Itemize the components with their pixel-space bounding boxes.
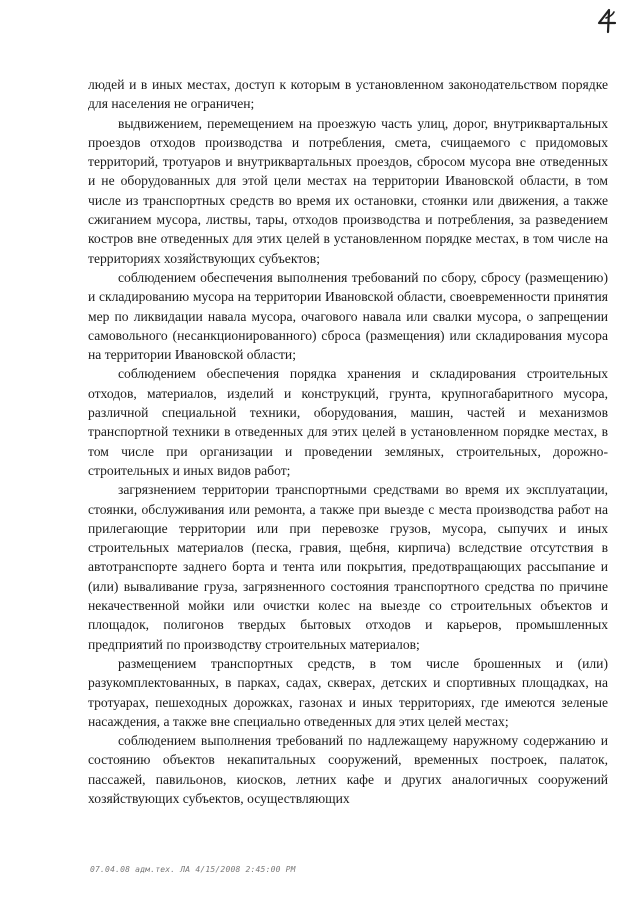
document-footer: 07.04.08 адм.тех. ЛА 4/15/2008 2:45:00 PM xyxy=(90,865,296,874)
paragraph-3: соблюдением обеспечения выполнения требований по сбору, сбросу (размещению) и складированию мусора на территории Ивановской области, своевременности принятия мер по ликвидации навала мусора, очагового навала или свалки мусора, о запрещении самовольного (несанкционированного) сброса (размещения) или складирования мусора на территории Ивановской области; xyxy=(88,269,608,363)
paragraph-5: загрязнением территории транспортными средствами во время их эксплуатации, стоянки, обслуживания или ремонта, а также при выезде с места производства работ на прилегающие территории или при перевозке грузов, мусора, сыпучих и иных строительных материалов (песка, гравия, щебня, кирпича) вследствие отсутствия в автотранспорте заднего борта и тента или покрытия, предотвращающих рассыпание и (или) вываливание груза, загрязненного состояния транспортного средства по причине некачественной мойки или очистки колес на выезде со строительных объектов и площадок, полигонов твердых бытовых отходов и карьеров, промышленных предприятий по производству строительных материалов; xyxy=(88,482,608,652)
page-number xyxy=(596,8,618,34)
document-body xyxy=(88,75,608,808)
paragraph-1: людей и в иных местах, доступ к которым в установленном законодательством порядке для населения не ограничен; xyxy=(88,77,608,112)
paragraph-4: соблюдением обеспечения порядка хранения и складирования строительных отходов, материалов, изделий и конструкций, грунта, крупногабаритного мусора, различной специальной техники, оборудования, машин, частей и механизмов транспортной техники в отведенных для этих целей в установленном порядке местах, в том числе при организации и проведении земляных, строительных, дорожно-строительных и иных видов работ; xyxy=(88,366,608,478)
paragraph-6: размещением транспортных средств, в том числе брошенных и (или) разукомплектованных, в парках, садах, скверах, детских и спортивных площадках, на тротуарах, пешеходных дорожках, газонах и иных территориях, где имеются зеленые насаждения, а также вне специально отведенных для этих целей местах; xyxy=(88,655,608,729)
paragraph-7: соблюдением выполнения требований по надлежащему наружному содержанию и состоянию объектов некапитальных сооружений, временных построек, палаток, пассажей, павильонов, киосков, летних кафе и других аналогичных сооружений хозяйствующих субъектов, осуществляющих xyxy=(88,733,608,806)
handwritten-number-icon xyxy=(596,8,618,34)
paragraph-2: выдвижением, перемещением на проезжую часть улиц, дорог, внутриквартальных проездов отходов производства и потребления, смета, счищаемого с придомовых территорий, тротуаров и внутриквартальных проездов, сбросом мусора вне отведенных и не оборудованных для этой цели местах на территории Ивановской области, в том числе из транспортных средств во время их остановки, стоянки или движения, а также сжиганием мусора, листвы, тары, отходов производства и потребления, за разведением костров вне отведенных для этих целей в установленном порядке местах, в том числе на территориях хозяйствующих субъектов; xyxy=(88,115,608,266)
